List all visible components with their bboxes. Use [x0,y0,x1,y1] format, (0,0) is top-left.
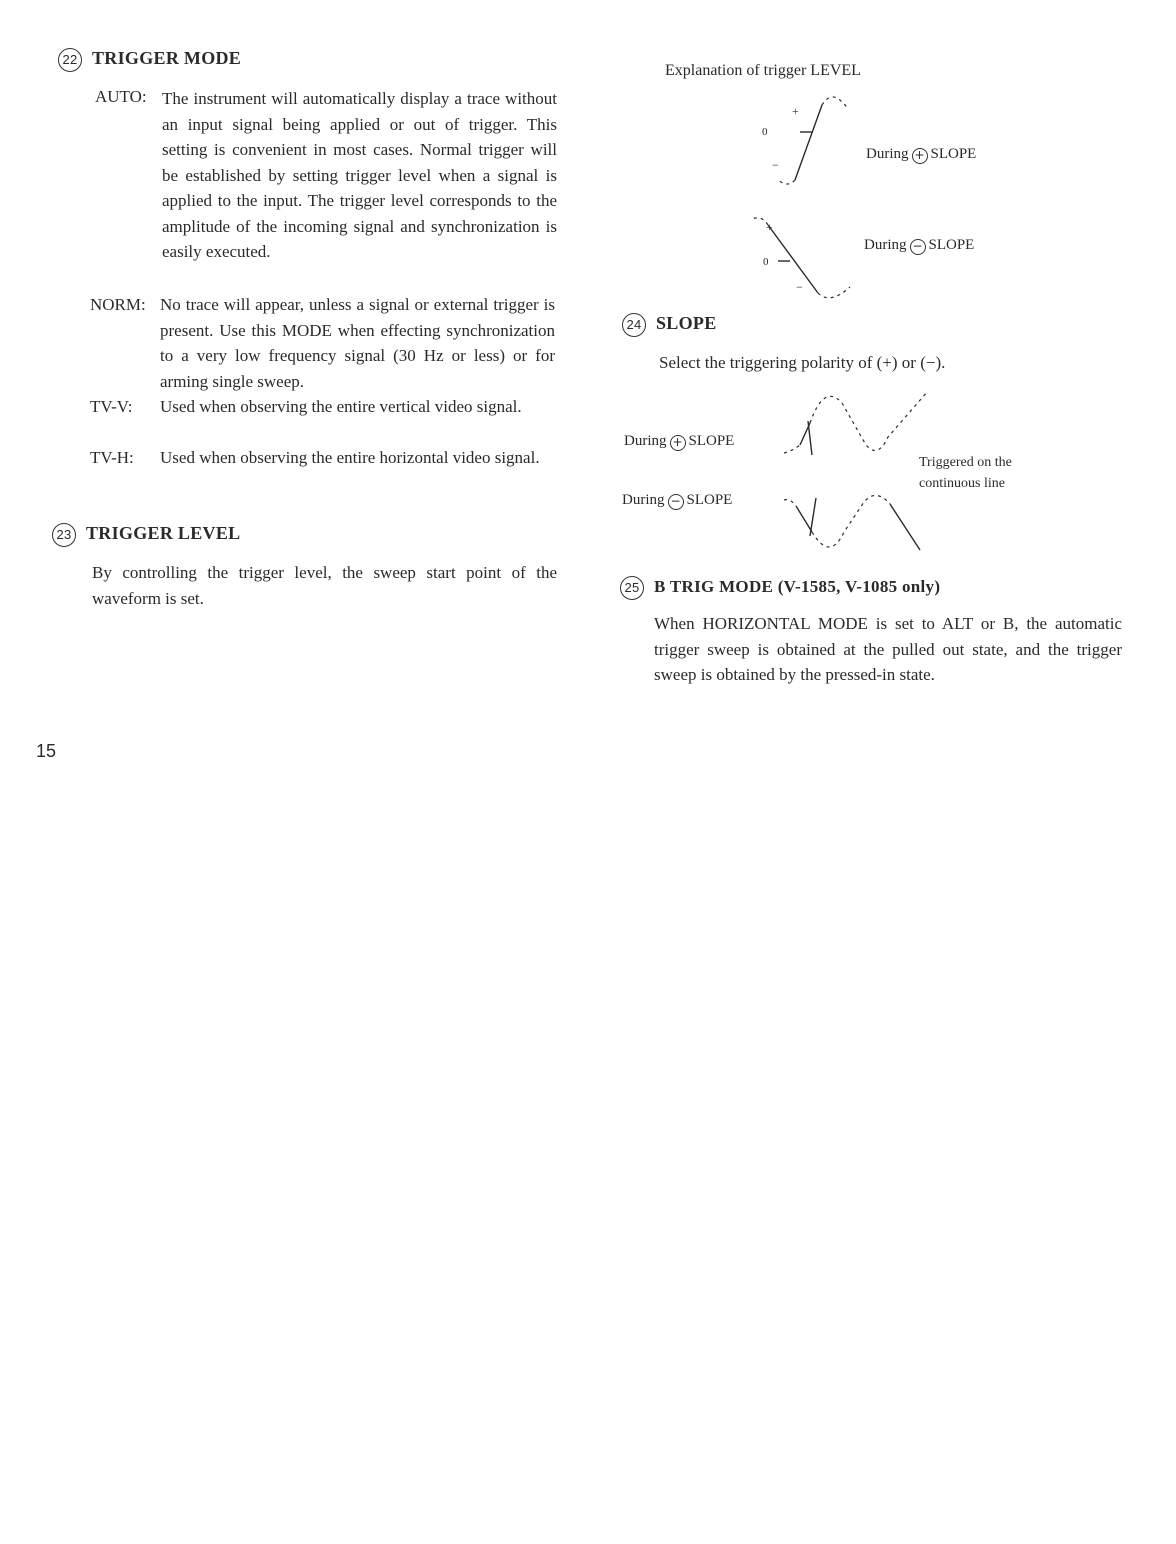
level-minus-curve-bottom [818,287,850,298]
slope-minus-lead-dash [784,500,796,506]
section-22-heading [58,48,241,72]
slope-minus-prefix: During [622,492,665,508]
section-25-heading [620,576,940,600]
section-25-text: When HORIZONTAL MODE is set to ALT or B, the automatic trigger sweep is obtained at the pulled out state, and the trigger sweep is obtained by the pressed-in state. [654,614,1122,684]
tvh-term: TV-H: [90,448,134,467]
section-25-number: 25 [620,576,644,600]
level-plus-slope-diagram [740,90,870,200]
level-minus-curve [768,225,818,293]
level-plus-mark-zero: 0 [762,126,768,138]
level-plus-suffix: SLOPE [930,146,977,162]
slope-minus-wave-tail [890,504,920,550]
level-minus-mark-plus: + [766,220,773,234]
page-number: 15 [36,741,57,761]
slope-plus-prefix: During [624,433,667,449]
slope-minus-suffix: SLOPE [686,492,733,508]
norm-description: No trace will appear, unless a signal or external trigger is present. Use this MODE when effecting synchronization to a very low frequency signal (30 Hz or less) or for arming single sweep. [160,295,555,391]
section-24-heading [622,313,717,337]
slope-plus-suffix: SLOPE [688,433,735,449]
auto-term: AUTO: [95,87,147,106]
slope-minus-label [622,492,732,510]
level-plus-curve-top [822,97,848,108]
slope-plus-wave-rest [810,391,928,450]
level-minus-slope-label [864,237,974,255]
norm-term: NORM: [90,295,146,314]
level-minus-mark-zero: 0 [763,256,769,268]
section-23-heading [52,523,240,547]
level-plus-curve [795,105,822,180]
slope-minus-arrow-up [810,498,816,536]
section-23-number: 23 [52,523,76,547]
tvv-description: Used when observing the entire vertical video signal. [160,397,522,416]
section-22-title: TRIGGER MODE [92,48,242,69]
level-figure-title: Explanation of trigger LEVEL [665,62,861,79]
plus-circle-icon: + [912,148,928,164]
slope-minus-waveform [780,480,940,560]
section-24-text: Select the triggering polarity of (+) or (−). [659,353,946,372]
slope-note-line1: Triggered on the [919,455,1012,470]
slope-minus-trigger-edge [796,506,812,532]
slope-plus-label [624,433,734,451]
level-minus-mark-minus: − [796,280,803,294]
slope-plus-waveform [780,385,940,465]
section-24-title: SLOPE [656,313,717,334]
section-22-number: 22 [58,48,82,72]
section-25-title: B TRIG MODE (V-1585, V-1085 only) [654,576,941,596]
tvh-description: Used when observing the entire horizontal video signal. [160,448,540,467]
section-24-number: 24 [622,313,646,337]
level-plus-curve-bottom [778,180,795,184]
tvv-term: TV-V: [90,397,133,416]
minus-circle-icon: − [910,239,926,255]
section-23-text: By controlling the trigger level, the sweep start point of the waveform is set. [92,563,557,608]
slope-minus-wave-rest [812,495,890,547]
level-plus-mark-minus: − [772,158,779,172]
minus-circle-icon: − [668,494,684,510]
slope-plus-arrow-down [808,421,812,455]
section-23-title: TRIGGER LEVEL [86,523,241,544]
plus-circle-icon: + [670,435,686,451]
auto-description: The instrument will automatically display a trace without an input signal being applied or out of trigger. This setting is convenient in most cases. Normal trigger will be established by setting trigger level when a signal is applied to the input. The trigger level corresponds to the amplitude of the incoming signal and synchronization is easily executed. [162,89,557,261]
slope-plus-lead-dash [784,445,800,453]
level-plus-mark-plus: + [792,104,799,118]
slope-note-line2: continuous line [919,476,1005,491]
level-plus-slope-label [866,146,976,164]
level-plus-prefix: During [866,146,909,162]
level-minus-prefix: During [864,237,907,253]
level-minus-suffix: SLOPE [928,237,975,253]
level-minus-slope-diagram [740,205,870,305]
